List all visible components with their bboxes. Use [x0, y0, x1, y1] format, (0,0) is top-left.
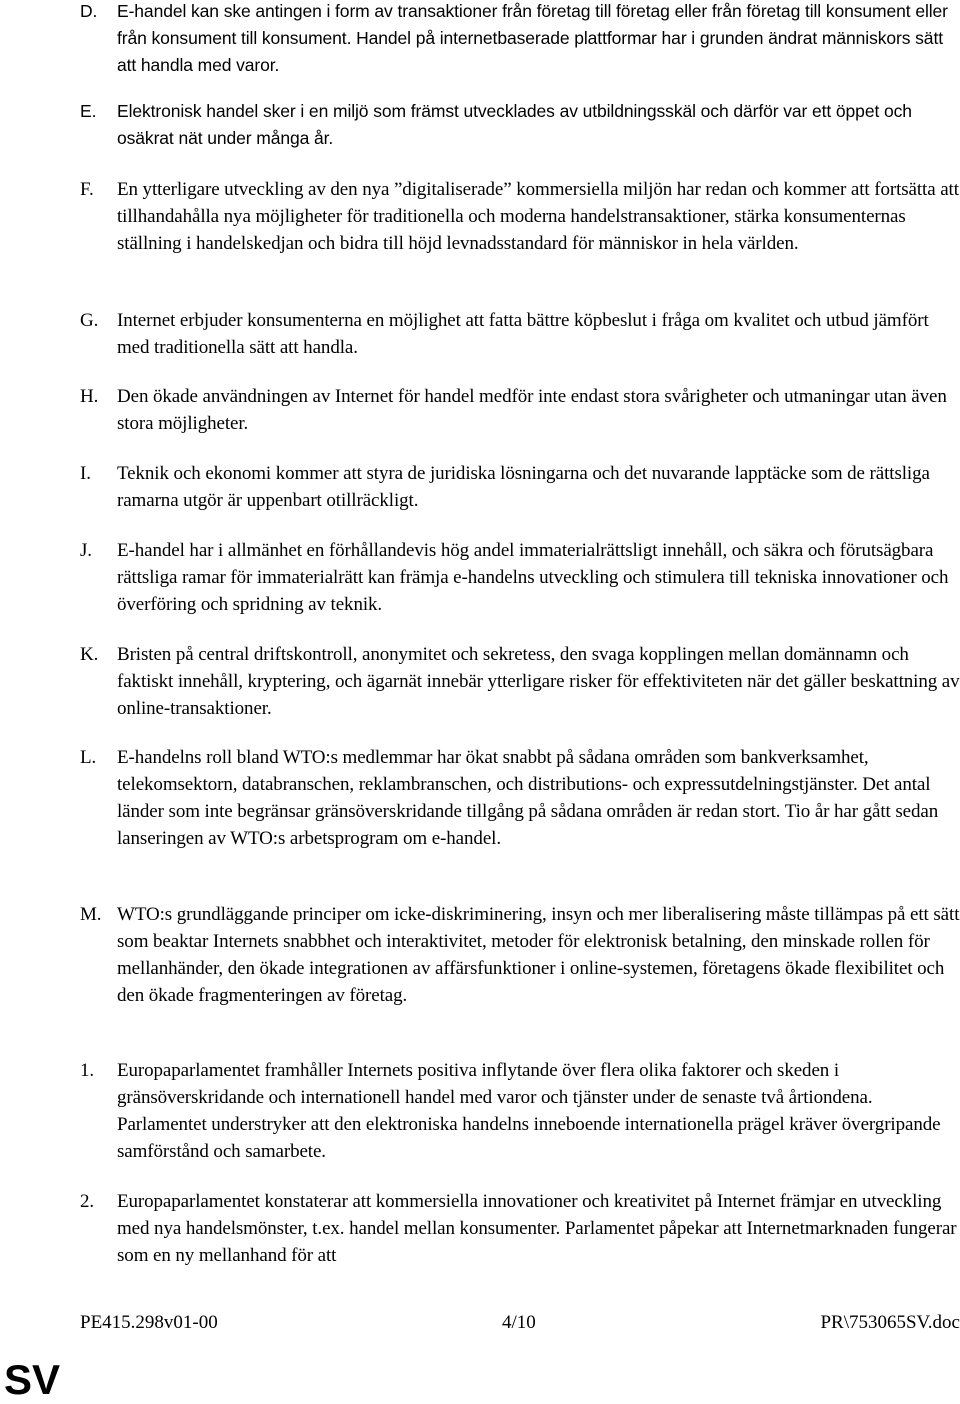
recital-h: [80, 383, 960, 437]
recital-marker: D.: [80, 1, 98, 21]
recital-text: Bristen på central driftskontroll, anonymitet och sekretess, den svaga kopplingen mellan domännamn och faktiskt innehåll, kryptering, och ägarnät innebär ytterligare risker för effektiviteten när det gäller beskattning av online-transaktioner.: [117, 644, 960, 719]
recital-marker: H.: [80, 386, 99, 407]
recital-d: [80, 0, 960, 79]
recital-m: [80, 901, 960, 1009]
language-code: SV: [4, 1356, 61, 1403]
footer-file-name: PR\753065SV.doc: [820, 1312, 960, 1333]
paragraph-1: [80, 1057, 960, 1165]
recital-text: Teknik och ekonomi kommer att styra de juridiska lösningarna och det nuvarande lapptäcke som de rättsliga ramarna utgör är uppenbart otillräckligt.: [117, 463, 930, 511]
recital-f: [80, 176, 960, 257]
recital-marker: F.: [80, 179, 94, 200]
recital-text: En ytterligare utveckling av den nya ”digitaliserade” kommersiella miljön har redan och kommer att fortsätta att tillhandahålla nya möjligheter för traditionella och moderna handelstransaktioner, stärka konsumenternas ställning i handelskedjan och bidra till höjd levnadsstandard för människor in hela världen.: [117, 179, 959, 254]
paragraph-text: Europaparlamentet framhåller Internets positiva inflytande över flera olika faktorer och skeden i gränsöverskridande och internationell handel med varor och tjänster under de senaste två årtiondena. Parlamentet understryker att den elektroniska handelns inneboende internationella prägel kräver övergripande samförstånd och samarbete.: [117, 1060, 941, 1162]
recital-g: [80, 307, 960, 361]
recital-text: WTO:s grundläggande principer om icke-diskriminering, insyn och mer liberalisering måste tillämpas på ett sätt som beaktar Internets snabbhet och interaktivitet, metoder för elektronisk betalning, den minskade rollen för mellanhänder, den ökade integrationen av affärsfunktioner i online-systemen, företagens ökade flexibilitet och den ökade fragmenteringen av företag.: [117, 904, 960, 1006]
recital-l: [80, 744, 960, 852]
recital-k: [80, 641, 960, 722]
footer-doc-ref: PE415.298v01-00: [80, 1312, 218, 1333]
recital-marker: K.: [80, 644, 99, 665]
paragraph-number: 2.: [80, 1191, 95, 1212]
recital-i: [80, 460, 960, 514]
recital-e: [80, 98, 960, 152]
recital-text: E-handel kan ske antingen i form av transaktioner från företag till företag eller från företag till konsument eller från konsument till konsument. Handel på internetbaserade plattformar har i grunden ändrat människors sätt att handla med varor.: [117, 1, 948, 75]
recital-marker: G.: [80, 310, 99, 331]
recital-marker: I.: [80, 463, 91, 484]
paragraph-text: Europaparlamentet konstaterar att kommersiella innovationer och kreativitet på Internet främjar en utveckling med nya handelsmönster, t.ex. handel mellan konsumenter. Parlamentet påpekar att Internetmarknaden fungerar som en ny mellanhand för att: [117, 1191, 957, 1266]
recital-text: E-handelns roll bland WTO:s medlemmar har ökat snabbt på sådana områden som bankverksamhet, telekomsektorn, databranschen, reklambranschen, och distributions- och expressutdelningstjänster. Det antal länder som inte begränsar gränsöverskridande tillgång på sådana områden är redan stort. Tio år har gått sedan lanseringen av WTO:s arbetsprogram om e-handel.: [117, 747, 939, 849]
recital-text: Den ökade användningen av Internet för handel medför inte endast stora svårigheter och utmaningar utan även stora möjligheter.: [117, 386, 947, 434]
recital-text: Internet erbjuder konsumenterna en möjlighet att fatta bättre köpbeslut i fråga om kvalitet och utbud jämfört med traditionella sätt att handla.: [117, 310, 929, 358]
recital-marker: E.: [80, 101, 97, 121]
recital-text: Elektronisk handel sker i en miljö som främst utvecklades av utbildningsskäl och därför var ett öppet och osäkrat nät under många år.: [117, 101, 912, 148]
recital-marker: L.: [80, 747, 97, 768]
recital-j: [80, 537, 960, 618]
footer-page-number: 4/10: [502, 1312, 536, 1333]
paragraph-number: 1.: [80, 1060, 95, 1081]
recital-marker: J.: [80, 540, 92, 561]
recital-text: E-handel har i allmänhet en förhållandevis hög andel immaterialrättsligt innehåll, och säkra och förutsägbara rättsliga ramar för immaterialrätt kan främja e-handelns utveckling och stimulera till tekniska innovationer och överföring och spridning av teknik.: [117, 540, 949, 615]
paragraph-2: [80, 1188, 960, 1269]
recital-marker: M.: [80, 904, 102, 925]
